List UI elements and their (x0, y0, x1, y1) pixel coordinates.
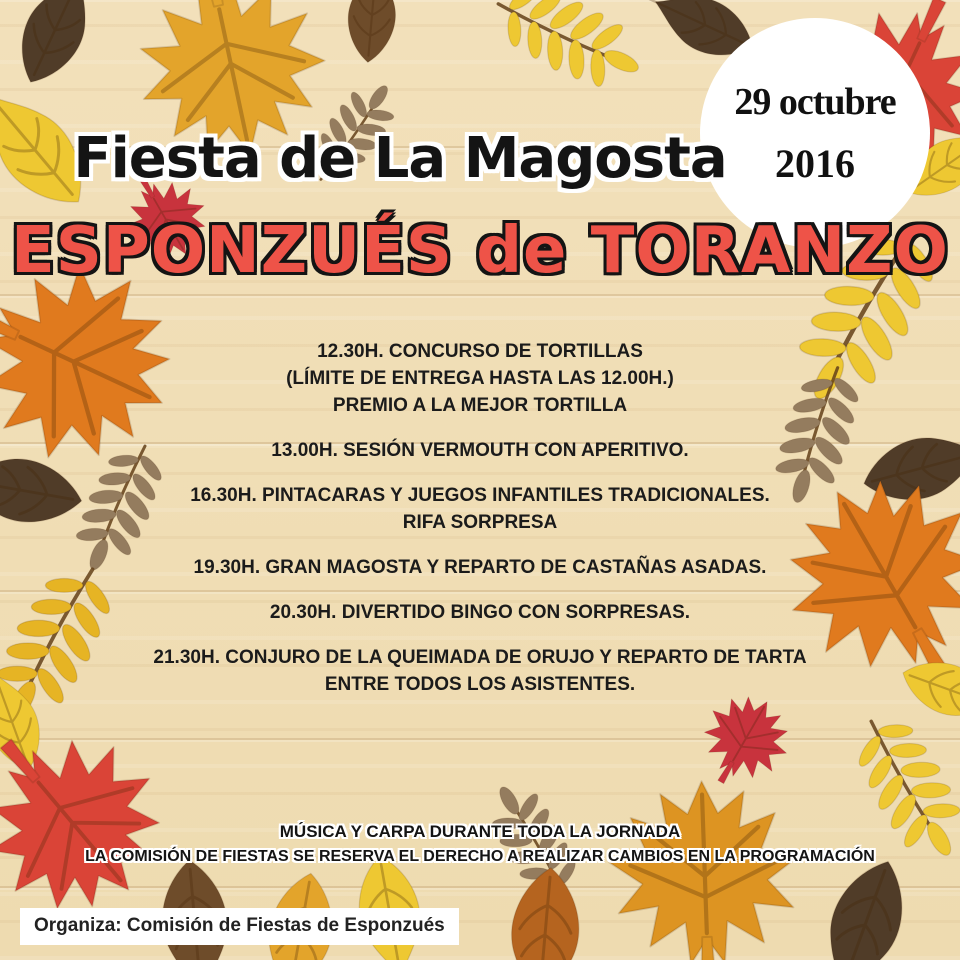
date-line1: 29 octubre (734, 80, 896, 123)
schedule-group (0, 482, 960, 536)
maple-leaf (607, 778, 804, 960)
schedule-line: 12.30H. CONCURSO DE TORTILLAS (317, 341, 643, 362)
simple-leaf (806, 850, 920, 960)
schedule-line: (LÍMITE DE ENTREGA HASTA LAS 12.00H.) (286, 368, 674, 389)
schedule-group (0, 437, 960, 464)
pinnate-leaf (482, 0, 655, 105)
schedule-line: ENTRE TODOS LOS ASISTENTES. (324, 674, 636, 695)
disclaimer-note: LA COMISIÓN DE FIESTAS SE RESERVA EL DERECHO A REALIZAR CAMBIOS EN LA PROGRAMACIÓN (85, 848, 875, 865)
date-line2: 2016 (775, 140, 855, 186)
schedule-group (0, 644, 960, 698)
schedule-line: 20.30H. DIVERTIDO BINGO CON SORPRESAS. (269, 602, 691, 623)
simple-leaf (344, 0, 400, 64)
schedule-group (0, 599, 960, 626)
organizer-box: Organiza: Comisión de Fiestas de Esponzués (20, 908, 459, 945)
schedule-line: PREMIO A LA MEJOR TORTILLA (332, 395, 628, 416)
schedule-line: RIFA SORPRESA (402, 512, 558, 533)
poster-title: Fiesta de La Magosta (73, 126, 727, 191)
simple-leaf (505, 865, 585, 960)
poster-subtitle: ESPONZUÉS de TORANZO (11, 214, 949, 288)
simple-leaf (5, 0, 110, 94)
schedule-group (0, 338, 960, 419)
schedule-line: 21.30H. CONJURO DE LA QUEIMADA DE ORUJO Y REPARTO DE TARTA (153, 647, 807, 668)
schedule-line: 19.30H. GRAN MAGOSTA Y REPARTO DE CASTAÑAS ASADAS. (193, 557, 767, 578)
event-schedule (0, 338, 960, 716)
music-note: MÚSICA Y CARPA DURANTE TODA LA JORNADA (279, 822, 681, 841)
schedule-group (0, 554, 960, 581)
schedule-line: 13.00H. SESIÓN VERMOUTH CON APERITIVO. (271, 440, 689, 461)
schedule-line: 16.30H. PINTACARAS Y JUEGOS INFANTILES TRADICIONALES. (190, 485, 770, 506)
